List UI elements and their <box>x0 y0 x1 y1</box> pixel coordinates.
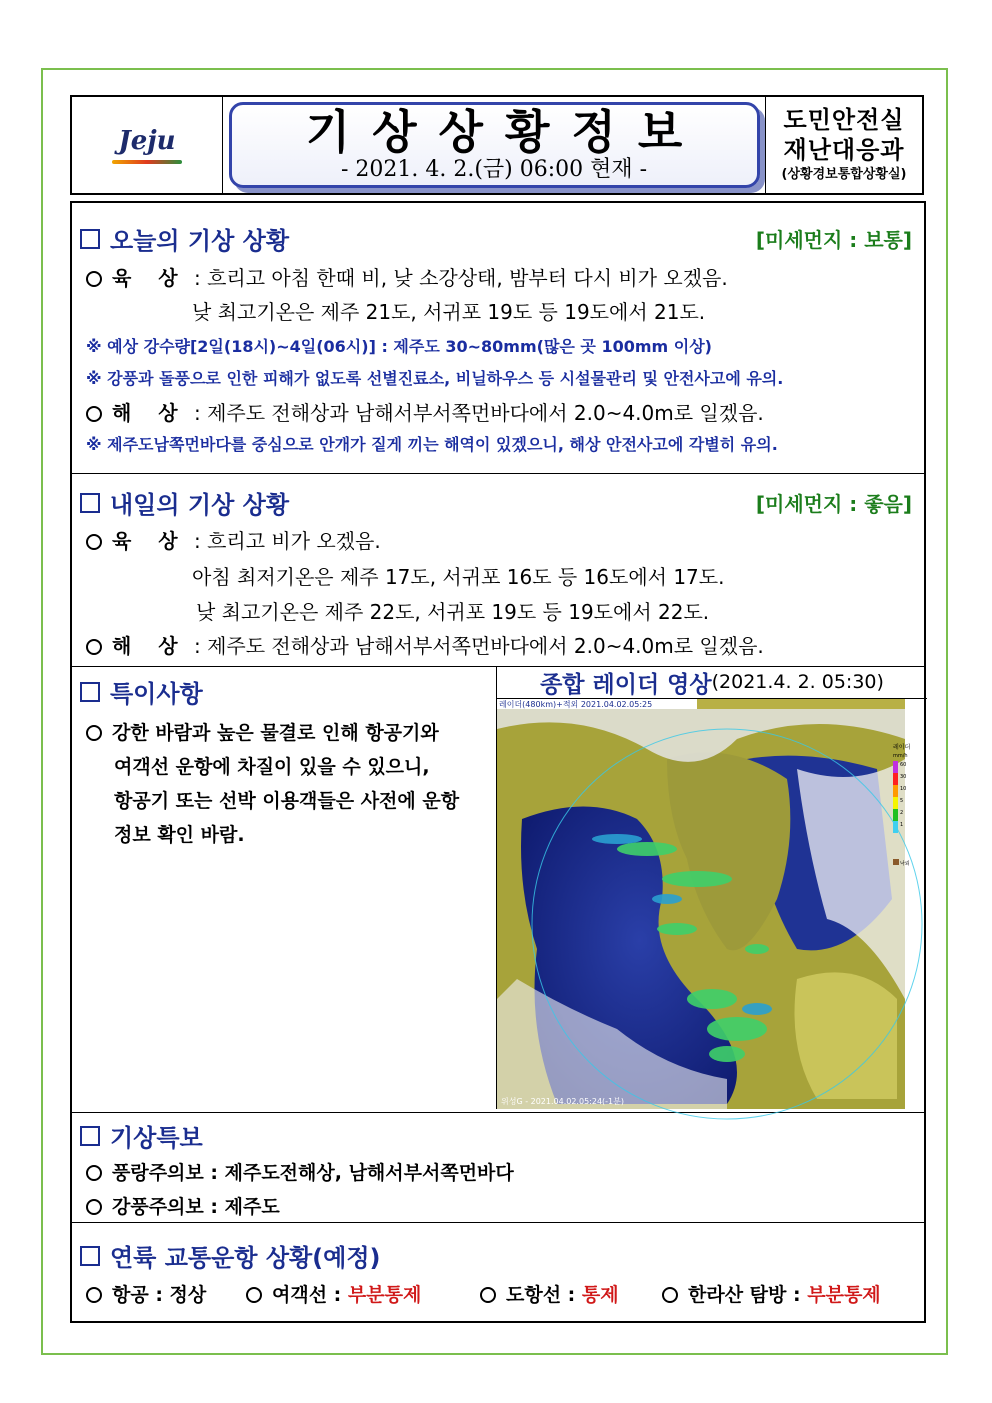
circle-bullet-icon <box>246 1287 262 1303</box>
circle-bullet-icon <box>86 1199 102 1215</box>
legend-value: 5 <box>900 798 904 804</box>
legend-lightning-swatch <box>893 859 899 865</box>
special-line-1: 강한 바람과 높은 물결로 인해 항공기와 <box>86 718 439 745</box>
special-line-4: 정보 확인 바람. <box>114 824 245 846</box>
circle-bullet-icon <box>86 534 102 550</box>
tomorrow-dust: [미세먼지 : 좋음] <box>755 492 912 516</box>
transport-hallasan: 한라산 탐방 : 부분통제 <box>662 1280 881 1307</box>
special-line-2: 여객선 운항에 차질이 있을 수 있으니, <box>114 756 430 778</box>
checkbox-square-icon <box>80 1126 100 1146</box>
today-sea: 해 상 : 제주도 전해상과 남해서부서쪽먼바다에서 2.0~4.0m로 일겠음. <box>86 397 764 426</box>
radar-caption-top: 레이더(480km)+적외 2021.04.02.05:25 <box>499 700 653 709</box>
transport-island-ferry: 도항선 : 통제 <box>480 1280 619 1307</box>
circle-bullet-icon <box>86 725 102 741</box>
legend-value: 10 <box>900 786 907 792</box>
legend-value: 2 <box>900 810 904 816</box>
title-cell <box>223 97 766 193</box>
radar-image <box>496 699 911 1109</box>
report-body <box>70 201 926 1323</box>
legend-swatch <box>893 773 898 785</box>
warning-item-2: 강풍주의보 : 제주도 <box>86 1192 280 1219</box>
radar-caption-bottom: 위성G - 2021.04.02.05:24(-1분) <box>501 1097 624 1106</box>
tomorrow-land: 육 상 : 흐리고 비가 오겠음. <box>86 525 381 554</box>
checkbox-square-icon <box>80 493 100 513</box>
legend-value: 30 <box>900 774 907 780</box>
special-line-3: 항공기 또는 선박 이용객들은 사전에 운항 <box>114 790 460 812</box>
dept-line-2: 재난대응과 <box>783 136 905 164</box>
legend-swatch <box>893 785 898 797</box>
legend-title: 레이더 <box>893 744 911 751</box>
island-ferry-status: 통제 <box>581 1284 619 1306</box>
legend-swatch <box>893 761 898 773</box>
department-cell <box>766 97 922 193</box>
legend-unit: mm/h <box>893 753 908 759</box>
today-land-temp: 낮 최고기온은 제주 21도, 서귀포 19도 등 19도에서 21도. <box>192 300 706 324</box>
warning-item-1: 풍랑주의보 : 제주도전해상, 남해서부서쪽먼바다 <box>86 1158 514 1185</box>
ferry-status: 부분통제 <box>347 1284 422 1306</box>
radar-japan <box>795 972 898 1099</box>
today-land: 육 상 : 흐리고 아침 한때 비, 낮 소강상태, 밤부터 다시 비가 오겠음. <box>86 262 728 291</box>
today-note-rain: ※ 예상 강수량[2일(18시)~4일(06시)] : 제주도 30~80mm(많은 곳 100mm 이상) <box>86 337 712 356</box>
legend-value: 1 <box>900 822 904 828</box>
legend-swatch <box>893 809 898 821</box>
tomorrow-sea: 해 상 : 제주도 전해상과 남해서부서쪽먼바다에서 2.0~4.0m로 일겠음. <box>86 630 764 659</box>
circle-bullet-icon <box>86 1165 102 1181</box>
circle-bullet-icon <box>86 406 102 422</box>
page-subtitle: - 2021. 4. 2.(금) 06:00 현재 - <box>340 157 648 182</box>
radar-title: 종합 레이더 영상 (2021.4. 2. 05:30) <box>496 666 927 699</box>
title-box <box>229 102 760 188</box>
transport-ferry: 여객선 : 부분통제 <box>246 1280 421 1307</box>
checkbox-square-icon <box>80 229 100 249</box>
tomorrow-low-temp: 아침 최저기온은 제주 17도, 서귀포 16도 등 16도에서 17도. <box>192 565 725 589</box>
hallasan-status: 부분통제 <box>807 1284 881 1306</box>
today-section <box>72 203 924 474</box>
circle-bullet-icon <box>662 1287 678 1303</box>
jeju-logo <box>118 126 175 164</box>
logo-underline <box>112 160 181 164</box>
warning-section <box>72 1112 924 1223</box>
tomorrow-high-temp: 낮 최고기온은 제주 22도, 서귀포 19도 등 19도에서 22도. <box>196 600 710 624</box>
transport-title: 연륙 교통운항 상황(예정) <box>80 1238 381 1273</box>
legend-value: 60 <box>900 762 907 768</box>
legend-swatch <box>893 821 898 833</box>
legend-bottom: 낙뢰 <box>900 861 910 867</box>
dept-line-1: 도민안전실 <box>783 106 905 134</box>
today-note-wind: ※ 강풍과 돌풍으로 인한 피해가 없도록 선별진료소, 비닐하우스 등 시설물관리 및 안전사고에 유의. <box>86 369 784 388</box>
special-title: 특이사항 <box>80 674 203 709</box>
circle-bullet-icon <box>86 1287 102 1303</box>
dept-line-3: (상황경보통합상황실) <box>781 167 907 182</box>
legend-swatch <box>893 797 898 809</box>
warning-title: 기상특보 <box>80 1118 203 1153</box>
special-section <box>72 666 924 1113</box>
logo-cell <box>72 97 223 193</box>
circle-bullet-icon <box>480 1287 496 1303</box>
logo-text: Jeju <box>118 126 176 156</box>
today-dust: [미세먼지 : 보통] <box>755 228 912 252</box>
checkbox-square-icon <box>80 1246 100 1266</box>
transport-section <box>72 1222 924 1321</box>
page-title: 기상상황정보 <box>305 105 705 159</box>
tomorrow-title: 내일의 기상 상황 <box>80 485 289 520</box>
document-header <box>70 95 924 195</box>
transport-air: 항공 : 정상 <box>86 1280 206 1307</box>
tomorrow-section <box>72 473 924 667</box>
circle-bullet-icon <box>86 271 102 287</box>
today-note-fog: ※ 제주도남쪽먼바다를 중심으로 안개가 짙게 끼는 해역이 있겠으니, 해상 안전사고에 각별히 유의. <box>86 435 778 454</box>
checkbox-square-icon <box>80 682 100 702</box>
circle-bullet-icon <box>86 639 102 655</box>
today-title: 오늘의 기상 상황 <box>80 221 289 256</box>
